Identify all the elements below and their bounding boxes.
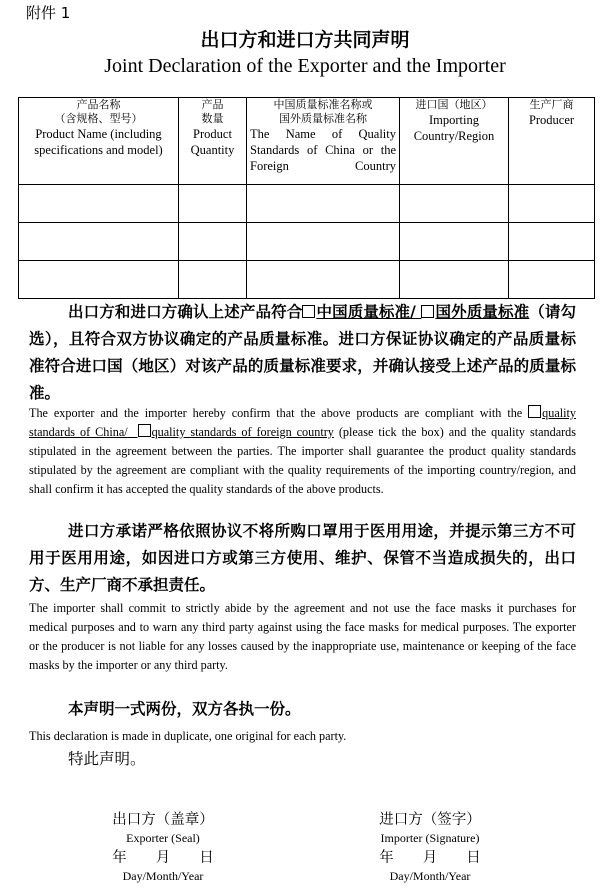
- table-cell[interactable]: [509, 261, 595, 299]
- table-cell[interactable]: [400, 261, 509, 299]
- paragraph-2-english: The importer shall commit to strictly abide by the agreement and not use the face masks it purchases for medical purposes and to warn any third party against using the face masks for medical purposes. The exporter or the producer is not liable for any losses caused by the inappropriate use, maintenance or keeping of the face masks by the importer or any third party.: [29, 601, 576, 672]
- table-cell[interactable]: [19, 185, 179, 223]
- checkbox-foreign-standard-en[interactable]: [138, 424, 151, 437]
- table-cell[interactable]: [509, 185, 595, 223]
- product-table: [18, 97, 595, 299]
- checkbox-china-standard-en[interactable]: [528, 405, 541, 418]
- table-row: [19, 223, 595, 261]
- table-cell[interactable]: [247, 185, 400, 223]
- table-cell[interactable]: [400, 185, 509, 223]
- title-english: Joint Declaration of the Exporter and the Importer: [104, 55, 506, 77]
- exporter-signature-block: 出口方（盖章） Exporter (Seal) 年 月 日 Day/Month/Year: [112, 812, 214, 883]
- paragraph-3-english: This declaration is made in duplicate, one original for each party.: [29, 729, 347, 743]
- table-cell[interactable]: [400, 223, 509, 261]
- table-cell[interactable]: [19, 261, 179, 299]
- table-row: [19, 261, 595, 299]
- table-cell[interactable]: [509, 223, 595, 261]
- header-quality-standards: 中国质量标准名称或 国外质量标准名称 The Name of Quality Standards of China or the Foreign Country: [247, 98, 400, 185]
- importer-signature-block: 进口方（签字） Importer (Signature) 年 月 日 Day/Month/Year: [379, 812, 481, 883]
- attachment-label: 附件 1: [26, 4, 71, 22]
- paragraph-2-chinese: 进口方承诺严格依照协议不将所购口罩用于医用用途，并提示第三方不可用于医用用途，如因进口方或第三方使用、维护、保管不当造成损失的，出口方、生产厂商不承担责任。: [29, 521, 576, 594]
- header-product-name: 产品名称 （含规格、型号） Product Name (including specifications and model): [19, 98, 179, 185]
- header-producer: 生产厂商 Producer: [509, 98, 595, 185]
- table-row: [19, 185, 595, 223]
- paragraph-1-chinese: 出口方和进口方确认上述产品符合 中国质量标准/ 国外质量标准（请勾选），且符合双方协议确定的产品质量标准。进口方保证协议确定的产品质量标准符合进口国（地区）对该产品的质量标准要求，并确认接受上述产品的质量标准。: [29, 302, 576, 402]
- table-cell[interactable]: [179, 223, 247, 261]
- table-cell[interactable]: [247, 223, 400, 261]
- checkbox-china-standard[interactable]: [302, 305, 315, 318]
- header-quantity: 产品 数量 Product Quantity: [179, 98, 247, 185]
- paragraph-1-english: The exporter and the importer hereby confirm that the above products are compliant with the quality standards of China/ quality standards of foreign country (please tick the box) and the quality standards stipulated in the agreement between the parties. The importer shall guarantee the product quality standards stipulated by the agreement are compliant with the quality requirements of the importing country/region, and shall confirm it has accepted the quality standards of the above products.: [29, 406, 576, 496]
- table-cell[interactable]: [179, 261, 247, 299]
- header-importing-country: 进口国（地区） Importing Country/Region: [400, 98, 509, 185]
- table-cell[interactable]: [179, 185, 247, 223]
- title-chinese: 出口方和进口方共同声明: [200, 29, 410, 51]
- table-cell[interactable]: [247, 261, 400, 299]
- table-header-row: [19, 98, 595, 185]
- checkbox-foreign-standard[interactable]: [421, 305, 434, 318]
- closing-statement: 特此声明。: [68, 750, 146, 768]
- table-cell[interactable]: [19, 223, 179, 261]
- paragraph-3-chinese: 本声明一式两份，双方各执一份。: [68, 699, 301, 718]
